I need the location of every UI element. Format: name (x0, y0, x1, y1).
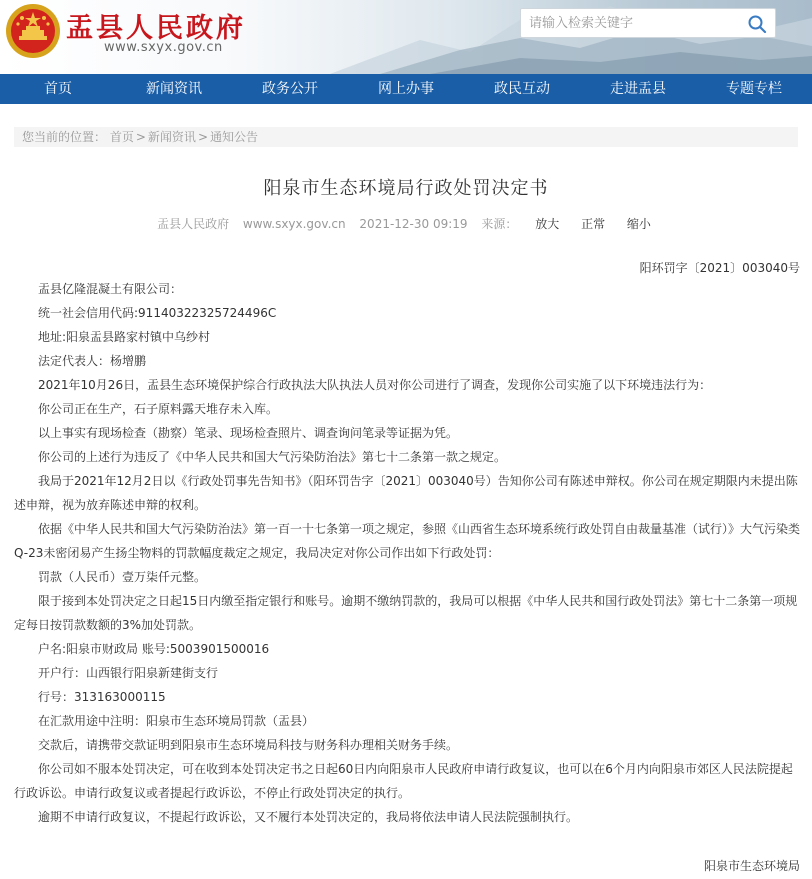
search-box (520, 8, 776, 38)
paragraph: 你公司正在生产，石子原料露天堆存未入库。 (38, 402, 279, 416)
paragraph: 户名:阳泉市财政局 账号:5003901500016 (38, 642, 270, 656)
breadcrumb (14, 127, 798, 147)
main-nav (0, 74, 812, 104)
paragraph: 你公司如不服本处罚决定，可在收到本处罚决定书之日起60日内向阳泉市人民政府申请行政复议，也可以在6个月内向阳泉市郊区人民法院提起行政诉讼。申请行政复议或者提起行政诉讼，不停止行政处罚决定的执行。 (14, 762, 793, 800)
font-zoom-in-button[interactable]: 放大 (535, 217, 560, 231)
breadcrumb-link-notices[interactable]: 通知公告 (210, 130, 259, 144)
font-zoom-out-button[interactable]: 缩小 (626, 217, 651, 231)
nav-item-special-topics[interactable]: 专题专栏 (726, 81, 782, 97)
nav-item-gov-affairs[interactable]: 政务公开 (262, 81, 318, 97)
search-icon[interactable] (747, 14, 767, 34)
site-header (0, 0, 812, 74)
font-normal-button[interactable]: 正常 (581, 217, 606, 231)
signoff-authority: 阳泉市生态环境局 (703, 859, 800, 873)
paragraph: 罚款（人民币）壹万柒仟元整。 (38, 570, 207, 584)
paragraph: 以上事实有现场检查（勘察）笔录、现场检查照片、调查询问笔录等证据为凭。 (38, 426, 459, 440)
breadcrumb-prefix: 您当前的位置： (22, 130, 107, 144)
paragraph: 逾期不申请行政复议，不提起行政诉讼，又不履行本处罚决定的，我局将依法申请人民法院强制执行。 (38, 810, 579, 824)
meta-source-site: 盂县人民政府 (157, 217, 230, 231)
paragraph: 你公司的上述行为违反了《中华人民共和国大气污染防治法》第七十二条第一款之规定。 (38, 450, 507, 464)
site-url: www.sxyx.gov.cn (104, 40, 223, 55)
meta-datetime: 2021-12-30 09:19 (359, 217, 468, 231)
meta-url: www.sxyx.gov.cn (242, 217, 346, 231)
search-input[interactable] (529, 9, 739, 37)
breadcrumb-separator: > (135, 130, 146, 144)
paragraph: 行号：313163000115 (38, 690, 166, 704)
nav-item-home[interactable]: 首页 (44, 81, 72, 97)
paragraph: 开户行：山西银行阳泉新建街支行 (38, 666, 219, 680)
nav-item-online-services[interactable]: 网上办事 (378, 81, 434, 97)
breadcrumb-separator: > (197, 130, 208, 144)
nav-item-interaction[interactable]: 政民互动 (494, 81, 550, 97)
paragraph: 我局于2021年12月2日以《行政处罚事先告知书》（阳环罚告字〔2021〕003040号）告知你公司有陈述申辩权。你公司在规定期限内未提出陈述申辩，视为放弃陈述申辩的权利。 (14, 474, 798, 512)
paragraph: 在汇款用途中注明：阳泉市生态环境局罚款（盂县） (38, 714, 315, 728)
nav-item-news[interactable]: 新闻资讯 (146, 81, 202, 97)
national-emblem-icon (4, 2, 62, 60)
breadcrumb-link-news[interactable]: 新闻资讯 (147, 130, 196, 144)
paragraph: 依据《中华人民共和国大气污染防治法》第一百一十七条第一项之规定，参照《山西省生态环境系统行政处罚自由裁量基准（试行）》大气污染类Q-23未密闭易产生扬尘物料的罚款幅度裁定之规定，我局决定对你公司作出如下行政处罚： (14, 522, 801, 560)
paragraph: 2021年10月26日，盂县生态环境保护综合行政执法大队执法人员对你公司进行了调查，发现你公司实施了以下环境违法行为： (38, 378, 712, 392)
paragraph: 统一社会信用代码:91140322325724496C (38, 306, 277, 320)
meta-source-label: 来源： (481, 217, 518, 231)
breadcrumb-link-home[interactable]: 首页 (109, 130, 134, 144)
paragraph: 交款后，请携带交款证明到阳泉市生态环境局科技与财务科办理相关财务手续。 (38, 738, 459, 752)
document-number: 阳环罚字〔2021〕003040号 (639, 261, 800, 275)
site-title[interactable]: 盂县人民政府 (66, 13, 246, 44)
paragraph: 法定代表人：杨增鹏 (38, 354, 147, 368)
article-title: 阳泉市生态环境局行政处罚决定书 (263, 178, 549, 199)
paragraph: 限于接到本处罚决定之日起15日内缴至指定银行和账号。逾期不缴纳罚款的，我局可以根据《中华人民共和国行政处罚法》第七十二条第一项规定每日按罚款数额的3%加处罚款。 (14, 594, 798, 632)
article-meta (0, 215, 812, 232)
paragraph: 盂县亿隆混凝土有限公司： (38, 282, 183, 296)
article-body (14, 277, 802, 829)
paragraph: 地址:阳泉盂县路家村镇中乌纱村 (38, 330, 211, 344)
nav-item-about-county[interactable]: 走进盂县 (610, 81, 666, 97)
